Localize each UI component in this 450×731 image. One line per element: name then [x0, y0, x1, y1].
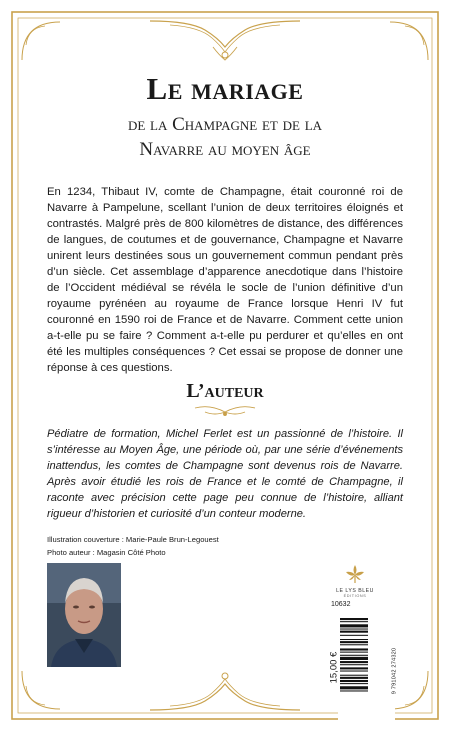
barcode-bar [340, 677, 368, 679]
photo-credit: Photo auteur : Magasin Côté Photo [47, 548, 166, 557]
author-heading: L’auteur [186, 380, 264, 402]
barcode-bar [340, 667, 368, 669]
illustration-credit: Illustration couverture : Marie-Paule Brun-Legouest [47, 535, 219, 544]
book-subtitle-line-1: de la Champagne et de la [127, 114, 323, 135]
barcode-bar [340, 631, 368, 633]
barcode-bar [340, 680, 368, 682]
barcode-bar [340, 671, 368, 672]
barcode-bar [340, 639, 368, 640]
barcode-bar [340, 686, 368, 689]
barcode-bar [340, 644, 368, 645]
publisher-subtitle: ÉDITIONS [343, 594, 367, 598]
author-bio: Pédiatre de formation, Michel Ferlet est un passionné de l’histoire. Il s’intéresse au Moyen Âge, une période où, par une série d’événements inattendus, les comtes de Champagne sont devenus rois de Navarre. Après avoir étudié les rois de France et le comté de Champagne, il raconte avec précision cette page peu connue de l’histoire, alliant rigueur d’historien et curiosité d’un conteur moderne. [47, 428, 403, 520]
author-photo [47, 563, 121, 667]
book-subtitle-line-2: Navarre au moyen âge [139, 139, 311, 160]
barcode-bar [340, 690, 368, 691]
publisher-name: LE LYS BLEU [336, 588, 374, 594]
credits [47, 533, 219, 559]
barcode-bar [340, 621, 368, 622]
barcode-bar [340, 624, 368, 627]
barcode-bar [340, 661, 368, 663]
barcode-bar [340, 657, 368, 660]
barcode-digits: 9 791042 274320 [391, 647, 398, 695]
lily-flower-icon [344, 563, 366, 585]
barcode-bar [340, 648, 368, 650]
synopsis-text: En 1234, Thibaut IV, comte de Champagne, était couronné roi de Navarre à Pampelune, scellant l’union de deux territoires éloignés et contrastés. Malgré près de 800 kilomètres de distance, des différences de langues, de coutumes et de gouvernance, Champagne et Navarre unirent leurs destinées sous un gouvernement commun pendant près d’un siècle. Cet assemblage d’apparence anecdotique dans l’histoire de l’Occident médiéval se révéla le socle de l’union définitive d’un royaume pyrénéen au royaume de France lorsque Henri IV fut couronné en 1590 roi de France et de Navarre. Comment cette union a-t-elle pu se faire ? Comment a-t-elle pu perdurer et qu’elles en ont été les multiples conséquences ? Cet essai se propose de donner une réponse à ces questions. [47, 186, 403, 374]
product-code: 10632 [331, 601, 351, 608]
barcode-bar [340, 664, 368, 665]
barcode-bar [340, 675, 368, 676]
publisher-logo [328, 563, 382, 598]
price-label: 15,00 € [328, 651, 340, 684]
barcode-bar [340, 635, 368, 636]
barcode [338, 614, 398, 720]
barcode-bar [340, 629, 368, 630]
barcode-bar [340, 652, 368, 653]
barcode-bar [340, 641, 368, 643]
barcode-bar [340, 618, 368, 620]
barcode-bar [340, 655, 368, 656]
book-title: Le mariage [146, 71, 304, 106]
barcode-bar [340, 683, 368, 684]
